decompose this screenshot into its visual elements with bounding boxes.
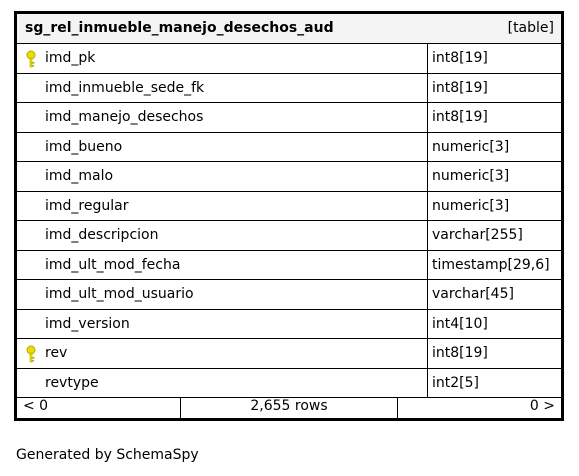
column-type-cell bbox=[428, 280, 561, 309]
column-name: revtype bbox=[45, 374, 99, 391]
column-type: numeric[3] bbox=[432, 168, 510, 184]
column-name: imd_pk bbox=[45, 50, 96, 66]
column-name: imd_malo bbox=[45, 168, 114, 184]
column-type: varchar[45] bbox=[432, 286, 514, 302]
column-name: imd_descripcion bbox=[45, 227, 159, 243]
table-kind-label: [table] bbox=[507, 20, 554, 36]
children-count-cell bbox=[398, 397, 561, 418]
column-list bbox=[17, 44, 561, 398]
column-row bbox=[17, 310, 561, 340]
column-type-cell bbox=[428, 251, 561, 280]
column-row bbox=[17, 133, 561, 163]
column-type: int8[19] bbox=[432, 50, 488, 66]
table-node bbox=[14, 11, 564, 421]
column-row bbox=[17, 162, 561, 192]
row-count-cell bbox=[181, 397, 398, 418]
column-type: int8[19] bbox=[432, 109, 488, 125]
column-row bbox=[17, 251, 561, 281]
primary-key-icon bbox=[25, 50, 37, 68]
column-name-cell bbox=[17, 310, 428, 339]
parents-count: < 0 bbox=[23, 398, 49, 414]
column-type-cell bbox=[428, 103, 561, 132]
column-row bbox=[17, 339, 561, 369]
column-name-cell bbox=[17, 221, 428, 250]
column-row bbox=[17, 192, 561, 222]
column-row bbox=[17, 280, 561, 310]
column-type-cell bbox=[428, 162, 561, 191]
column-name-cell bbox=[17, 162, 428, 191]
column-name: imd_inmueble_sede_fk bbox=[45, 79, 205, 96]
column-type: numeric[3] bbox=[432, 138, 510, 155]
column-name-cell bbox=[17, 369, 428, 398]
column-name-cell bbox=[17, 74, 428, 103]
column-row bbox=[17, 74, 561, 104]
table-footer bbox=[17, 397, 561, 418]
column-name: imd_version bbox=[45, 315, 130, 332]
column-type: int2[5] bbox=[432, 374, 479, 391]
column-type: int4[10] bbox=[432, 315, 488, 332]
column-type-cell bbox=[428, 133, 561, 162]
children-count: 0 > bbox=[529, 398, 555, 414]
column-name-cell bbox=[17, 192, 428, 221]
column-name-cell bbox=[17, 251, 428, 280]
column-row bbox=[17, 369, 561, 399]
column-name-cell bbox=[17, 133, 428, 162]
column-type: int8[19] bbox=[432, 345, 488, 361]
column-type-cell bbox=[428, 44, 561, 73]
column-type-cell bbox=[428, 74, 561, 103]
column-type: numeric[3] bbox=[432, 197, 510, 214]
column-name: imd_ult_mod_usuario bbox=[45, 286, 194, 302]
primary-key-icon bbox=[25, 345, 37, 363]
table-name: sg_rel_inmueble_manejo_desechos_aud bbox=[25, 20, 334, 36]
column-name: rev bbox=[45, 345, 68, 361]
column-name-cell bbox=[17, 44, 428, 73]
column-name: imd_regular bbox=[45, 197, 129, 214]
table-header bbox=[17, 14, 561, 44]
column-type-cell bbox=[428, 369, 561, 398]
column-row bbox=[17, 103, 561, 133]
column-type-cell bbox=[428, 192, 561, 221]
column-name-cell bbox=[17, 280, 428, 309]
column-name: imd_ult_mod_fecha bbox=[45, 256, 181, 273]
column-name: imd_manejo_desechos bbox=[45, 109, 204, 125]
row-count: 2,655 rows bbox=[250, 398, 328, 414]
column-type-cell bbox=[428, 221, 561, 250]
column-row bbox=[17, 44, 561, 74]
generated-by-label: Generated by SchemaSpy bbox=[16, 447, 199, 463]
column-name-cell bbox=[17, 339, 428, 368]
column-type: varchar[255] bbox=[432, 227, 523, 243]
column-row bbox=[17, 221, 561, 251]
parents-count-cell bbox=[17, 397, 181, 418]
column-type: timestamp[29,6] bbox=[432, 256, 550, 273]
column-type-cell bbox=[428, 310, 561, 339]
column-name: imd_bueno bbox=[45, 138, 123, 155]
column-type-cell bbox=[428, 339, 561, 368]
column-type: int8[19] bbox=[432, 79, 488, 96]
column-name-cell bbox=[17, 103, 428, 132]
